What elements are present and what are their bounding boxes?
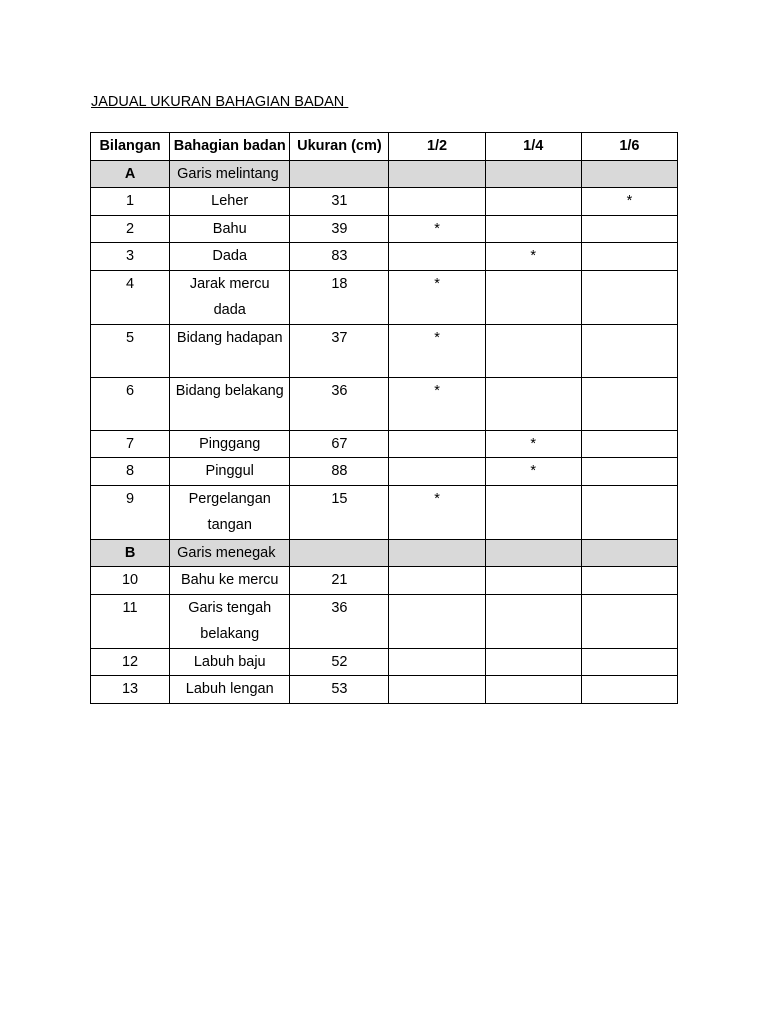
cell-quarter-mark	[485, 215, 581, 243]
cell-sixth-mark	[581, 648, 677, 676]
document-title: JADUAL UKURAN BAHAGIAN BADAN	[91, 94, 349, 110]
cell-quarter-mark	[485, 648, 581, 676]
cell-bahagian-badan: Bidang hadapan	[170, 324, 290, 377]
cell-ukuran: 36	[290, 377, 389, 430]
cell-quarter-mark	[485, 567, 581, 595]
cell-bahagian-badan: Bidang belakang	[170, 377, 290, 430]
cell-bilangan: 9	[91, 485, 170, 539]
cell-half-mark	[389, 458, 485, 486]
cell-bilangan: 13	[91, 676, 170, 704]
cell-bilangan: 3	[91, 243, 170, 271]
cell-quarter-mark	[485, 485, 581, 539]
section-empty-cell	[389, 160, 485, 188]
section-empty-cell	[290, 539, 389, 567]
cell-sixth-mark	[581, 594, 677, 648]
header-ukuran: Ukuran (cm)	[290, 133, 389, 161]
cell-ukuran: 31	[290, 188, 389, 216]
table-row	[91, 377, 678, 430]
cell-bilangan: 6	[91, 377, 170, 430]
cell-bahagian-badan: Labuh baju	[170, 648, 290, 676]
cell-ukuran: 53	[290, 676, 389, 704]
header-quarter: 1/4	[485, 133, 581, 161]
cell-ukuran: 37	[290, 324, 389, 377]
cell-bahagian-badan: Dada	[170, 243, 290, 271]
cell-bilangan: 4	[91, 270, 170, 324]
cell-bilangan: 12	[91, 648, 170, 676]
cell-bilangan: 10	[91, 567, 170, 595]
cell-half-mark	[389, 430, 485, 458]
cell-half-mark	[389, 676, 485, 704]
cell-sixth-mark	[581, 567, 677, 595]
section-name: Garis melintang	[170, 160, 290, 188]
header-sixth: 1/6	[581, 133, 677, 161]
cell-ukuran: 21	[290, 567, 389, 595]
cell-half-mark: *	[389, 377, 485, 430]
cell-half-mark: *	[389, 485, 485, 539]
cell-bilangan: 8	[91, 458, 170, 486]
table-row	[91, 270, 678, 324]
cell-sixth-mark	[581, 430, 677, 458]
section-name: Garis menegak	[170, 539, 290, 567]
cell-sixth-mark: *	[581, 188, 677, 216]
cell-quarter-mark: *	[485, 243, 581, 271]
cell-quarter-mark	[485, 594, 581, 648]
table-row	[91, 215, 678, 243]
section-empty-cell	[290, 160, 389, 188]
cell-bahagian-badan: Pinggul	[170, 458, 290, 486]
cell-bilangan: 5	[91, 324, 170, 377]
table-row	[91, 458, 678, 486]
cell-sixth-mark	[581, 676, 677, 704]
cell-bilangan: 2	[91, 215, 170, 243]
header-bilangan: Bilangan	[91, 133, 170, 161]
cell-ukuran: 36	[290, 594, 389, 648]
cell-ukuran: 67	[290, 430, 389, 458]
section-empty-cell	[485, 160, 581, 188]
cell-bahagian-badan: Labuh lengan	[170, 676, 290, 704]
table-header-row	[91, 133, 678, 161]
cell-sixth-mark	[581, 458, 677, 486]
cell-quarter-mark	[485, 324, 581, 377]
cell-half-mark	[389, 567, 485, 595]
cell-quarter-mark	[485, 188, 581, 216]
cell-ukuran: 15	[290, 485, 389, 539]
table-row	[91, 324, 678, 377]
cell-bahagian-badan: Bahu ke mercu	[170, 567, 290, 595]
measurement-table	[90, 132, 678, 704]
cell-sixth-mark	[581, 215, 677, 243]
header-half: 1/2	[389, 133, 485, 161]
cell-half-mark	[389, 188, 485, 216]
cell-bilangan: 1	[91, 188, 170, 216]
cell-quarter-mark	[485, 676, 581, 704]
cell-quarter-mark: *	[485, 430, 581, 458]
cell-bilangan: 11	[91, 594, 170, 648]
cell-bahagian-badan: Pinggang	[170, 430, 290, 458]
section-row	[91, 160, 678, 188]
cell-quarter-mark: *	[485, 458, 581, 486]
table-row	[91, 188, 678, 216]
cell-ukuran: 18	[290, 270, 389, 324]
cell-ukuran: 83	[290, 243, 389, 271]
table-row	[91, 567, 678, 595]
cell-half-mark	[389, 243, 485, 271]
cell-sixth-mark	[581, 485, 677, 539]
table-row	[91, 485, 678, 539]
table-row	[91, 594, 678, 648]
cell-quarter-mark	[485, 270, 581, 324]
section-letter: A	[91, 160, 170, 188]
cell-half-mark: *	[389, 215, 485, 243]
cell-bahagian-badan: Jarak mercu dada	[170, 270, 290, 324]
table-row	[91, 648, 678, 676]
table-row	[91, 243, 678, 271]
section-empty-cell	[581, 539, 677, 567]
cell-ukuran: 39	[290, 215, 389, 243]
cell-bahagian-badan: Garis tengah belakang	[170, 594, 290, 648]
section-empty-cell	[485, 539, 581, 567]
cell-sixth-mark	[581, 243, 677, 271]
cell-sixth-mark	[581, 377, 677, 430]
cell-half-mark	[389, 648, 485, 676]
cell-half-mark	[389, 594, 485, 648]
section-row	[91, 539, 678, 567]
cell-sixth-mark	[581, 270, 677, 324]
cell-bilangan: 7	[91, 430, 170, 458]
cell-half-mark: *	[389, 270, 485, 324]
table-row	[91, 676, 678, 704]
header-bahagian-badan: Bahagian badan	[170, 133, 290, 161]
cell-bahagian-badan: Leher	[170, 188, 290, 216]
section-empty-cell	[581, 160, 677, 188]
table-body	[91, 160, 678, 703]
cell-bahagian-badan: Pergelangan tangan	[170, 485, 290, 539]
cell-sixth-mark	[581, 324, 677, 377]
section-empty-cell	[389, 539, 485, 567]
cell-ukuran: 52	[290, 648, 389, 676]
cell-half-mark: *	[389, 324, 485, 377]
cell-quarter-mark	[485, 377, 581, 430]
cell-ukuran: 88	[290, 458, 389, 486]
section-letter: B	[91, 539, 170, 567]
table-row	[91, 430, 678, 458]
cell-bahagian-badan: Bahu	[170, 215, 290, 243]
